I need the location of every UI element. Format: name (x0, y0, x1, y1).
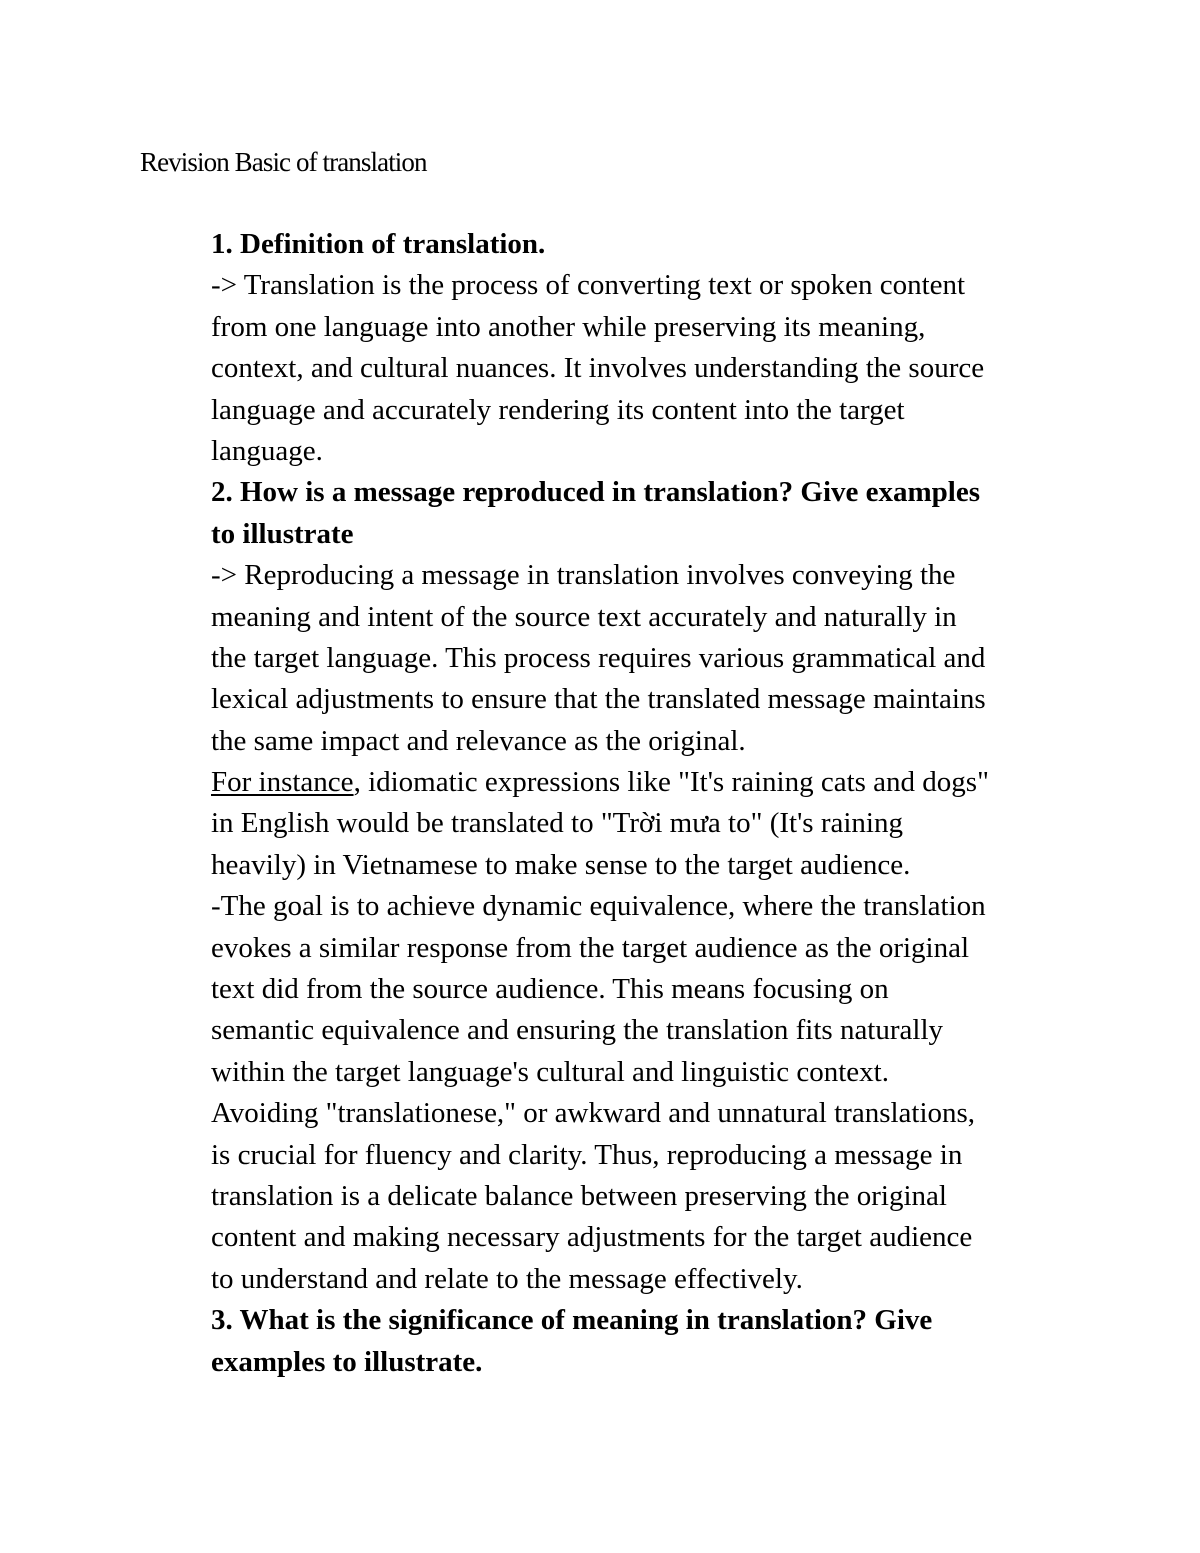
answer-q2-line: -> Reproducing a message in translation involves conveying the (211, 559, 956, 592)
document-body (211, 224, 1171, 1383)
heading-q2: to illustrate (211, 517, 354, 550)
answer-q2-example-line (211, 762, 1171, 803)
heading-q3: examples to illustrate. (211, 1345, 483, 1378)
answer-q2-line: translation is a delicate balance between preserving the original (211, 1179, 947, 1212)
answer-q2-line: meaning and intent of the source text accurately and naturally in (211, 600, 957, 633)
answer-q1-line: language and accurately rendering its content into the target (211, 393, 905, 426)
answer-q1-line: from one language into another while preserving its meaning, (211, 310, 926, 343)
answer-q2-line: Avoiding "translationese," or awkward and unnatural translations, (211, 1097, 976, 1130)
answer-q2-line: the target language. This process requires various grammatical and (211, 641, 986, 674)
answer-q1-line: -> Translation is the process of converting text or spoken content (211, 269, 966, 302)
answer-q2-line: within the target language's cultural and linguistic context. (211, 1055, 889, 1088)
answer-q2-line: the same impact and relevance as the original. (211, 724, 746, 757)
answer-q1-line: context, and cultural nuances. It involves understanding the source (211, 352, 985, 385)
heading-q3: 3. What is the significance of meaning in translation? Give (211, 1304, 933, 1337)
heading-q2: 2. How is a message reproduced in translation? Give examples (211, 476, 981, 509)
answer-q1-line: language. (211, 434, 323, 467)
answer-q2-line: -The goal is to achieve dynamic equivalence, where the translation (211, 890, 986, 923)
answer-q2-line: semantic equivalence and ensuring the translation fits naturally (211, 1014, 944, 1047)
answer-q2-line: evokes a similar response from the target audience as the original (211, 931, 970, 964)
heading-q1: 1. Definition of translation. (211, 228, 546, 260)
answer-q2-line: is crucial for fluency and clarity. Thus, reproducing a message in (211, 1138, 963, 1171)
answer-q2-line: lexical adjustments to ensure that the translated message maintains (211, 683, 986, 716)
example-text: , idiomatic expressions like "It's raining cats and dogs" (353, 766, 989, 799)
answer-q2-line: heavily) in Vietnamese to make sense to the target audience. (211, 848, 911, 881)
answer-q2-line: content and making necessary adjustments for the target audience (211, 1221, 973, 1254)
answer-q2-line: text did from the source audience. This means focusing on (211, 973, 889, 1006)
document-title: Revision Basic of translation (140, 147, 427, 177)
for-instance-underlined: For instance (211, 766, 354, 799)
answer-q2-line: to understand and relate to the message effectively. (211, 1262, 803, 1295)
answer-q2-line: in English would be translated to "Trời mưa to" (It's raining (211, 807, 903, 840)
